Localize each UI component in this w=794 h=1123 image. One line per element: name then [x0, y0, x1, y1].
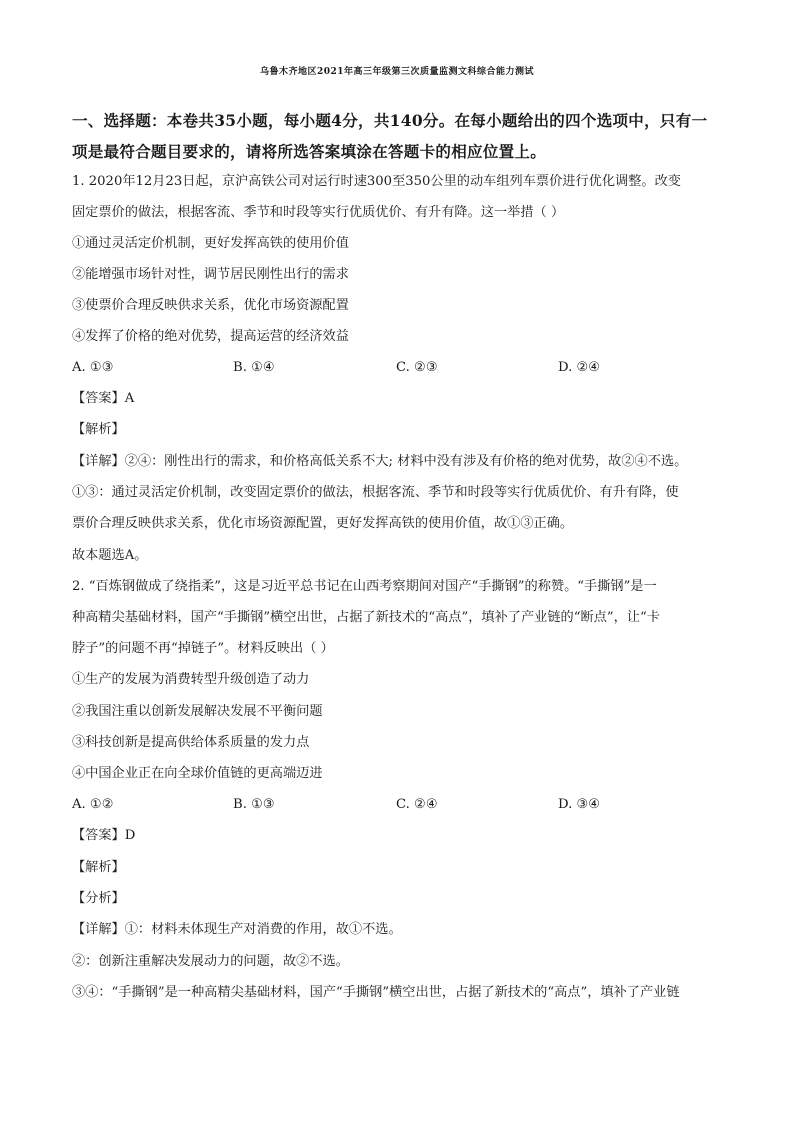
q2-analysis-label: 【解析】	[72, 860, 125, 875]
q1-option-a: A. ①③	[72, 360, 114, 375]
q2-item-1: ①生产的发展为消费转型升级创造了动力	[72, 672, 310, 687]
q1-stem-line-1: 1. 2020年12月23日起，京沪高铁公司对运行时速300至350公里的动车组列车票价进行优化调整。改变	[72, 174, 681, 189]
q1-option-d: D. ②④	[558, 360, 601, 375]
q2-fenxi-label: 【分析】	[72, 891, 125, 906]
q2-stem-line-1: 2. “百炼钢做成了绕指柔”，这是习近平总书记在山西考察期间对国产“手撕钢”的称赞。“手撕钢”是一	[72, 579, 657, 594]
page-title: 乌鲁木齐地区2021年高三年级第三次质量监测文科综合能力测试	[259, 67, 535, 77]
q2-stem-line-2: 种高精尖基础材料，国产“手撕钢”横空出世，占据了新技术的“高点”，填补了产业链的“断点”，让“卡	[72, 610, 660, 625]
q1-answer: 【答案】A	[72, 391, 135, 406]
q1-option-b: B. ①④	[233, 360, 275, 375]
section-heading-line-2: 项是最符合题目要求的，请将所选答案填涂在答题卡的相应位置上。	[72, 142, 547, 161]
q2-option-d: D. ③④	[558, 797, 601, 812]
q2-option-a: A. ①②	[72, 797, 114, 812]
q2-detail-line-1: 【详解】①：材料未体现生产对消费的作用，故①不选。	[72, 922, 402, 937]
q1-item-2: ②能增强市场针对性，调节居民刚性出行的需求	[72, 267, 349, 282]
q1-conclusion: 故本题选A。	[72, 548, 148, 563]
q1-detail-line-1: 【详解】②④：刚性出行的需求，和价格高低关系不大; 材料中没有涉及有价格的绝对优势，故②④不选。	[72, 454, 688, 469]
section-heading-line-1: 一、选择题：本卷共35小题，每小题4分，共140分。在每小题给出的四个选项中，只有一	[72, 111, 708, 130]
q1-analysis-label: 【解析】	[72, 422, 125, 437]
q1-option-c: C. ②③	[396, 360, 438, 375]
q1-detail-line-3: 票价合理反映供求关系，优化市场资源配置，更好发挥高铁的使用价值，故①③正确。	[72, 516, 574, 531]
q2-detail-line-3: ③④：“手撕钢”是一种高精尖基础材料，国产“手撕钢”横空出世，占据了新技术的“高点”，填补了产业链	[72, 985, 680, 1000]
q2-item-4: ④中国企业正在向全球价值链的更高端迈进	[72, 766, 323, 781]
q2-detail-line-2: ②：创新注重解决发展动力的问题，故②不选。	[72, 954, 349, 969]
q2-option-c: C. ②④	[396, 797, 438, 812]
q1-item-1: ①通过灵活定价机制，更好发挥高铁的使用价值	[72, 236, 349, 251]
q1-stem-line-2: 固定票价的做法，根据客流、季节和时段等实行优质优价、有升有降。这一举措（ ）	[72, 205, 565, 220]
q2-stem-line-3: 脖子”的问题不再“掉链子”。材料反映出（ ）	[72, 641, 334, 656]
q1-item-3: ③使票价合理反映供求关系，优化市场资源配置	[72, 298, 349, 313]
q1-detail-line-2: ①③：通过灵活定价机制，改变固定票价的做法，根据客流、季节和时段等实行优质优价、有升有降，使	[72, 485, 679, 500]
q1-item-4: ④发挥了价格的绝对优势，提高运营的经济效益	[72, 329, 349, 344]
q2-answer: 【答案】D	[72, 828, 136, 843]
q2-item-3: ③科技创新是提高供给体系质量的发力点	[72, 735, 310, 750]
q2-option-b: B. ①③	[233, 797, 275, 812]
q2-item-2: ②我国注重以创新发展解决发展不平衡问题	[72, 704, 323, 719]
